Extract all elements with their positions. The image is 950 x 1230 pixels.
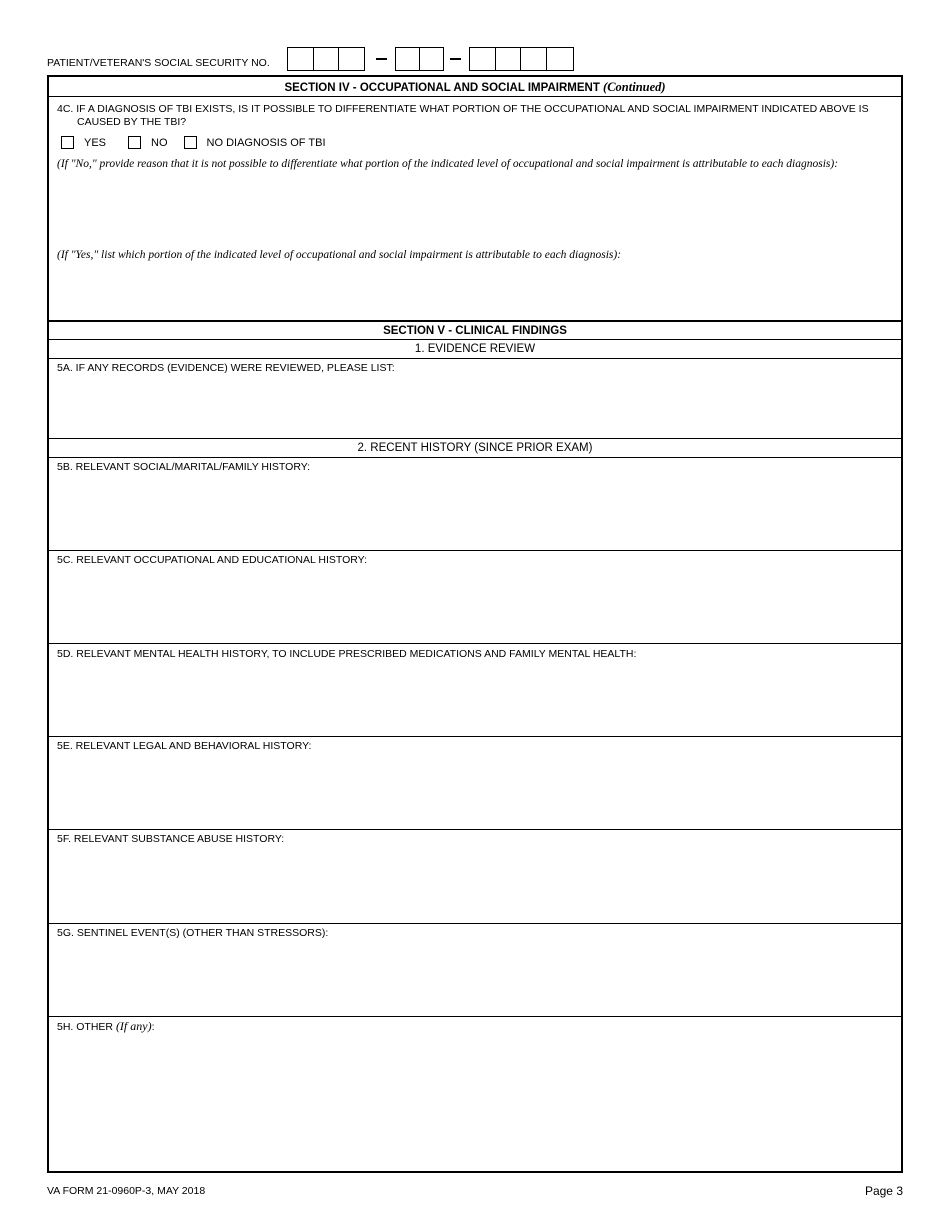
if-yes-answer-area[interactable] [57,267,893,317]
ssn-digit-8[interactable] [520,47,547,71]
page-number: Page 3 [864,1184,903,1198]
question-5h-label: 5H. OTHER (If any): [57,1019,155,1033]
question-5g-label: 5G. SENTINEL EVENT(S) (OTHER THAN STRESSORS): [57,927,329,939]
if-no-note: (If "No," provide reason that it is not possible to differentiate what portion of the indicated level of occupational and social impairment is attributable to each diagnosis): [57,158,839,170]
section-5-header: SECTION V - CLINICAL FINDINGS [49,322,901,340]
section-4-header [49,77,901,97]
ssn-separator [376,58,387,60]
ssn-label: PATIENT/VETERAN'S SOCIAL SECURITY NO. [47,57,270,69]
option-no-diagnosis[interactable]: NO DIAGNOSIS OF TBI [184,136,326,149]
question-5a-block[interactable] [49,359,901,439]
form-frame [47,75,903,1173]
no-checkbox[interactable] [128,136,141,149]
question-5e-label: 5E. RELEVANT LEGAL AND BEHAVIORAL HISTORY: [57,740,312,752]
question-5f-label: 5F. RELEVANT SUBSTANCE ABUSE HISTORY: [57,833,285,845]
question-5c-block[interactable] [49,551,901,644]
question-5h-block[interactable] [49,1017,901,1171]
recent-history-subheader: 2. RECENT HISTORY (SINCE PRIOR EXAM) [49,439,901,458]
question-4c-label: 4C. IF A DIAGNOSIS OF TBI EXISTS, IS IT POSSIBLE TO DIFFERENTIATE WHAT PORTION OF THE OCCUPATIONAL AND SOCIAL IMPAIRMENT INDICATED ABOVE IS CAUSED BY THE TBI? [57,103,869,128]
ssn-digit-7[interactable] [495,47,521,71]
no-diagnosis-checkbox[interactable] [184,136,197,149]
option-yes[interactable]: YES [61,136,106,149]
ssn-digit-3[interactable] [338,47,365,71]
question-5d-label: 5D. RELEVANT MENTAL HEALTH HISTORY, TO INCLUDE PRESCRIBED MEDICATIONS AND FAMILY MENTAL HEALTH: [57,648,637,660]
ssn-digit-5[interactable] [419,47,444,71]
question-5g-block[interactable] [49,924,901,1017]
section-4-title-suffix: (Continued) [603,80,666,94]
ssn-digit-9[interactable] [546,47,574,71]
ssn-digit-4[interactable] [395,47,420,71]
evidence-review-subheader: 1. EVIDENCE REVIEW [49,340,901,359]
if-yes-note: (If "Yes," list which portion of the indicated level of occupational and social impairment is attributable to each diagnosis): [57,249,622,261]
ssn-digit-1[interactable] [287,47,314,71]
if-no-answer-area[interactable] [57,189,893,249]
question-4c-block [49,97,901,322]
form-id: VA FORM 21-0960P-3, MAY 2018 [47,1185,206,1197]
ssn-digit-6[interactable] [469,47,496,71]
option-no[interactable]: NO [128,136,168,149]
question-5a-label: 5A. IF ANY RECORDS (EVIDENCE) WERE REVIEWED, PLEASE LIST: [57,362,395,374]
ssn-digit-2[interactable] [313,47,339,71]
ssn-separator [450,58,461,60]
yes-checkbox[interactable] [61,136,74,149]
section-4-title: SECTION IV - OCCUPATIONAL AND SOCIAL IMPAIRMENT [284,82,600,94]
question-5b-label: 5B. RELEVANT SOCIAL/MARITAL/FAMILY HISTORY: [57,461,311,473]
question-4c-options [61,136,340,149]
question-5f-block[interactable] [49,830,901,924]
question-5e-block[interactable] [49,737,901,830]
question-5b-block[interactable] [49,458,901,551]
question-5c-label: 5C. RELEVANT OCCUPATIONAL AND EDUCATIONAL HISTORY: [57,554,368,566]
question-5d-block[interactable] [49,644,901,737]
